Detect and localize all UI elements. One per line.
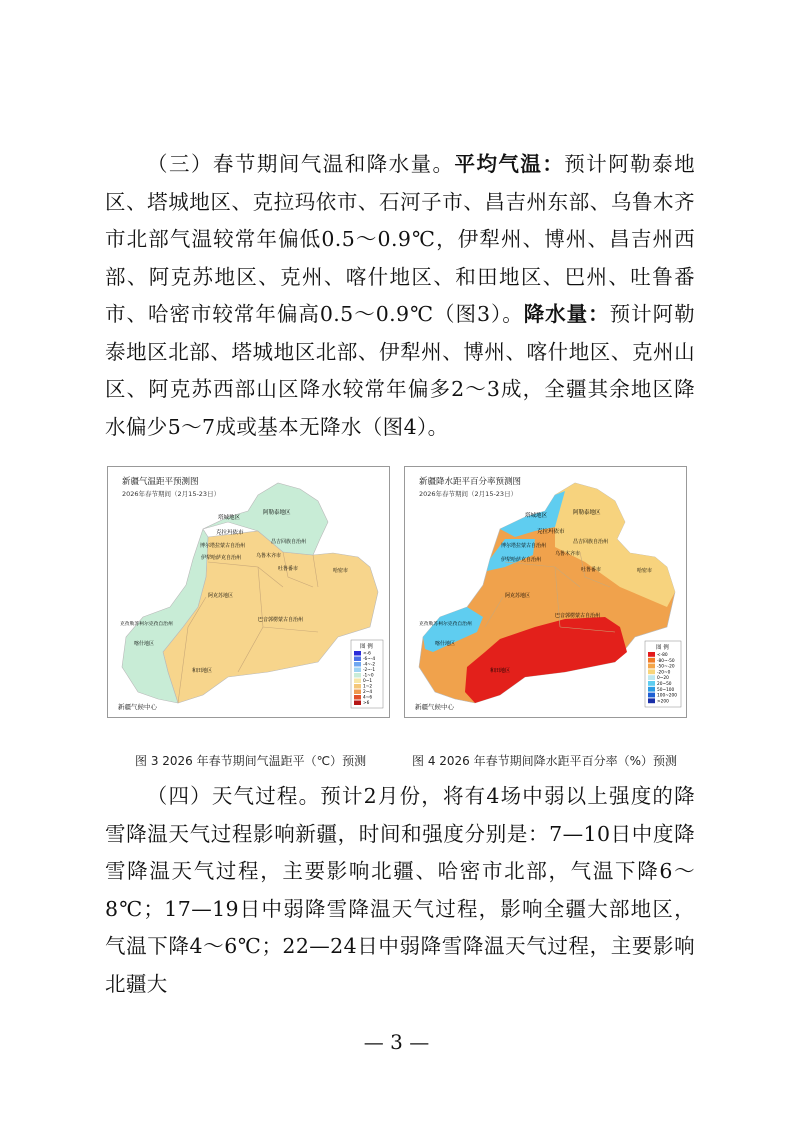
place-label: 克孜勒苏柯尔克孜自治州 [120, 622, 173, 627]
legend-swatch [648, 664, 655, 669]
place-label: 喀什地区 [134, 641, 155, 647]
legend-swatch [648, 658, 655, 663]
legend-swatch [648, 687, 655, 692]
place-label: 阿勒泰地区 [573, 510, 601, 516]
legend-title: 图 例 [360, 644, 373, 650]
place-label: 塔城地区 [525, 513, 548, 519]
place-label: 克拉玛依市 [216, 530, 244, 536]
legend-swatch [648, 698, 655, 703]
map-credit: 新疆气候中心 [415, 703, 454, 711]
legend-label: 1~2 [363, 684, 373, 690]
place-label: 伊犁哈萨克自治州 [201, 555, 242, 561]
legend-label: <-80 [657, 653, 668, 658]
legend-swatch [354, 657, 361, 662]
paragraph-lead: （四）天气过程。 [146, 784, 321, 808]
legend-title: 图 例 [656, 645, 669, 651]
place-label: 阿克苏地区 [505, 593, 531, 599]
place-label: 乌鲁木齐市 [555, 551, 581, 557]
legend-swatch [354, 679, 361, 684]
paragraph-lead: （三）春节期间气温和降水量。 [146, 152, 455, 176]
legend-label: -20~0 [657, 670, 671, 676]
map-subtitle: 2026年春节期间（2月15-23日） [419, 490, 518, 498]
paragraph-body: 预计2月份，将有4场中弱以上强度的降雪降温天气过程影响新疆，时间和强度分别是：7—10日中度降雪降温天气过程，主要影响北疆、哈密市北部，气温下降6～8℃；17—19日中弱降雪降温天气过程，影响全疆大部地区，气温下降4～6℃；22—24日中弱降雪降温天气过程，主要影响北疆大 [105, 784, 695, 996]
place-label: 阿勒泰地区 [263, 510, 291, 516]
legend-swatch [354, 673, 361, 678]
precip-heading: 降水量： [523, 302, 610, 326]
temp-body: 预计阿勒泰地区、塔城地区、克拉玛依市、石河子市、昌吉州东部、乌鲁木齐市北部气温较常年偏低0.5～0.9℃，伊犁州、博州、昌吉州西部、阿克苏地区、克州、喀什地区、和田地区、巴州、吐鲁番市、哈密市较常年偏高0.5～0.9℃（图3）。 [105, 152, 695, 326]
map-legend [645, 641, 681, 707]
map-title: 新疆气温距平预测图 [122, 477, 199, 487]
legend-swatch [354, 662, 361, 667]
legend-label: -80~-50 [657, 658, 675, 664]
place-label: 昌吉回族自治州 [271, 539, 307, 545]
legend-label: 0~20 [657, 676, 669, 682]
legend-swatch [354, 695, 361, 700]
place-label: 塔城地区 [218, 515, 241, 521]
legend-label: 4~6 [363, 695, 373, 701]
place-label: 阿克苏地区 [208, 593, 234, 599]
paragraph-temperature-precip [105, 146, 695, 446]
precip-body: 预计阿勒泰地区北部、塔城地区北部、伊犁州、博州、喀什地区、克州山区、阿克苏西部山区降水较常年偏多2～3成，全疆其余地区降水偏少5～7成或基本无降水（图4）。 [105, 302, 695, 439]
legend-label: 0~1 [363, 679, 373, 685]
precipitation-map-svg [405, 467, 686, 717]
legend-label: -50~-20 [657, 664, 675, 670]
legend-swatch [648, 693, 655, 698]
legend-label: -4~-2 [363, 662, 376, 668]
place-label: 吐鲁番市 [278, 566, 299, 572]
map-subtitle: 2026年春节期间（2月15-23日） [122, 490, 221, 498]
temperature-map-svg [108, 467, 389, 717]
legend-label: >200 [657, 699, 669, 705]
legend-label: 2~4 [363, 690, 373, 696]
legend-label: -2~-1 [363, 668, 376, 674]
place-label: 克拉玛依市 [537, 529, 565, 535]
temp-heading: 平均气温： [454, 152, 565, 176]
place-label: 巴音郭楞蒙古自治州 [555, 613, 601, 619]
map-title: 新疆降水距平百分率预测图 [419, 477, 522, 487]
legend-label: 20~50 [657, 682, 672, 687]
legend-swatch [354, 684, 361, 689]
place-label: 喀什地区 [435, 641, 456, 647]
legend-label: 50~100 [657, 687, 675, 693]
place-label: 和田地区 [192, 668, 213, 674]
place-label: 克孜勒苏柯尔克孜自治州 [419, 622, 472, 627]
legend-swatch [648, 681, 655, 686]
figure-4-caption: 图 4 2026 年春节期间降水距平百分率（%）预测 [412, 754, 678, 768]
place-label: 哈密市 [637, 568, 653, 574]
place-label: 吐鲁番市 [581, 567, 602, 573]
legend-swatch [648, 675, 655, 680]
page-number: — 3 — [363, 1030, 430, 1054]
place-label: 和田地区 [490, 668, 511, 674]
place-label: 伊犁哈萨克自治州 [501, 557, 542, 563]
legend-label: -1~0 [363, 673, 374, 679]
legend-swatch [648, 669, 655, 674]
legend-label: 100~200 [657, 693, 678, 699]
map-credit: 新疆气候中心 [118, 703, 157, 711]
place-label: 博尔塔拉蒙古自治州 [200, 543, 246, 549]
legend-label: <-6 [363, 651, 371, 657]
figure-temperature-map [107, 466, 390, 718]
place-label: 哈密市 [333, 568, 349, 574]
legend-label: >6 [363, 701, 370, 707]
map-legend [351, 640, 383, 708]
figure-precipitation-map [404, 466, 687, 718]
legend-swatch [648, 652, 655, 657]
legend-label: -6~-4 [363, 657, 376, 663]
place-label: 巴音郭楞蒙古自治州 [258, 617, 304, 623]
legend-swatch [354, 690, 361, 695]
place-label: 乌鲁木齐市 [256, 553, 282, 559]
figure-3-caption: 图 3 2026 年春节期间气温距平（℃）预测 [135, 754, 367, 768]
legend-swatch [354, 668, 361, 673]
legend-swatch [354, 651, 361, 656]
legend-swatch [354, 701, 361, 706]
place-label: 博尔塔拉蒙古自治州 [501, 543, 547, 549]
place-label: 昌吉回族自治州 [573, 539, 609, 545]
paragraph-weather-process [105, 778, 695, 1003]
